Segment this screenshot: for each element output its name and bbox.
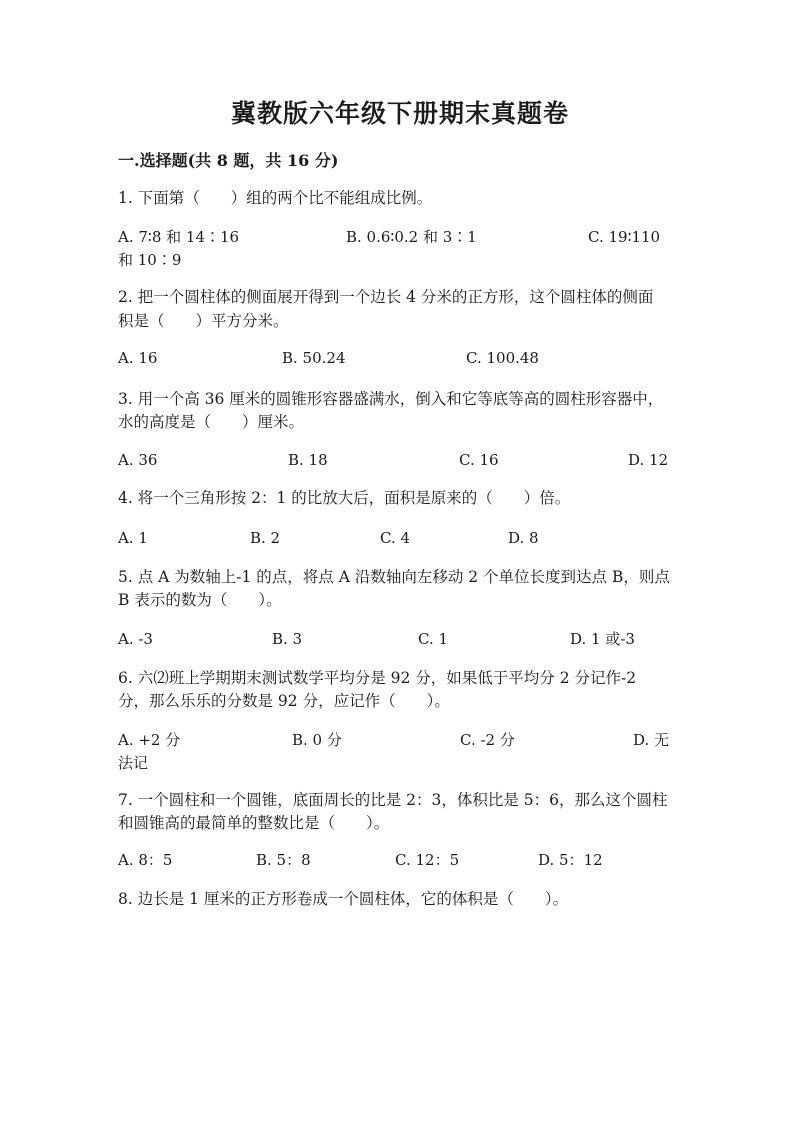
question-5-option-a[interactable]: A. -3 bbox=[118, 630, 153, 648]
question-4-option-c[interactable]: C. 4 bbox=[380, 529, 411, 547]
question-6-option-d[interactable]: D. 无 bbox=[633, 731, 670, 749]
question-5-text-line-2: B 表示的数为（ ）。 bbox=[118, 591, 282, 609]
question-2-text-line-1: 2. 把一个圆柱体的侧面展开得到一个边长 4 分米的正方形，这个圆柱体的侧面 bbox=[118, 288, 654, 306]
question-5-option-b[interactable]: B. 3 bbox=[272, 630, 303, 648]
question-5-text-line-1: 5. 点 A 为数轴上-1 的点，将点 A 沿数轴向左移动 2 个单位长度到达点 B，则点 bbox=[118, 568, 670, 586]
question-6-option-wrap: 法记 bbox=[118, 754, 149, 772]
question-7-text-line-2: 和圆锥高的最简单的整数比是（ ）。 bbox=[118, 814, 390, 832]
question-7-option-a[interactable]: A. 8：5 bbox=[118, 851, 173, 869]
question-7-option-c[interactable]: C. 12：5 bbox=[395, 851, 460, 869]
question-3-option-c[interactable]: C. 16 bbox=[459, 451, 499, 469]
question-3-option-a[interactable]: A. 36 bbox=[118, 451, 158, 469]
question-1-text: 1. 下面第（ ）组的两个比不能组成比例。 bbox=[118, 189, 433, 207]
question-3-option-b[interactable]: B. 18 bbox=[288, 451, 328, 469]
question-6-option-c[interactable]: C. -2 分 bbox=[460, 731, 515, 749]
question-4-option-b[interactable]: B. 2 bbox=[250, 529, 281, 547]
question-6-option-b[interactable]: B. 0 分 bbox=[292, 731, 342, 749]
question-7-option-b[interactable]: B. 5：8 bbox=[256, 851, 311, 869]
question-1-option-b[interactable]: B. 0.6∶0.2 和 3∶1 bbox=[346, 228, 477, 246]
question-4-option-a[interactable]: A. 1 bbox=[118, 529, 148, 547]
question-5-option-c[interactable]: C. 1 bbox=[418, 630, 449, 648]
question-3-option-d[interactable]: D. 12 bbox=[628, 451, 669, 469]
section-heading: 一.选择题(共 8 题，共 16 分) bbox=[118, 151, 339, 170]
question-4-option-d[interactable]: D. 8 bbox=[508, 529, 539, 547]
question-2-option-c[interactable]: C. 100.48 bbox=[466, 349, 539, 367]
question-2-option-b[interactable]: B. 50.24 bbox=[282, 349, 346, 367]
question-1-option-c[interactable]: C. 19∶110 bbox=[588, 228, 661, 246]
question-2-text-line-2: 积是（ ）平方分米。 bbox=[118, 312, 289, 330]
question-5-option-d[interactable]: D. 1 或-3 bbox=[570, 630, 635, 648]
question-2-option-a[interactable]: A. 16 bbox=[118, 349, 158, 367]
question-4-text: 4. 将一个三角形按 2：1 的比放大后，面积是原来的（ ）倍。 bbox=[118, 489, 571, 507]
question-8-text: 8. 边长是 1 厘米的正方形卷成一个圆柱体，它的体积是（ ）。 bbox=[118, 890, 569, 908]
question-6-option-a[interactable]: A. +2 分 bbox=[118, 731, 181, 749]
question-3-text-line-2: 水的高度是（ ）厘米。 bbox=[118, 413, 305, 431]
question-1-option-wrap: 和 10∶9 bbox=[118, 251, 182, 269]
page-title: 冀教版六年级下册期末真题卷 bbox=[230, 99, 569, 128]
question-1-option-a[interactable]: A. 7∶8 和 14∶16 bbox=[118, 228, 240, 246]
question-7-option-d[interactable]: D. 5：12 bbox=[538, 851, 603, 869]
question-7-text-line-1: 7. 一个圆柱和一个圆锥，底面周长的比是 2：3，体积比是 5：6，那么这个圆柱 bbox=[118, 791, 668, 809]
question-3-text-line-1: 3. 用一个高 36 厘米的圆锥形容器盛满水，倒入和它等底等高的圆柱形容器中， bbox=[118, 390, 664, 408]
question-6-text-line-1: 6. 六⑵班上学期期末测试数学平均分是 92 分，如果低于平均分 2 分记作-2 bbox=[118, 669, 637, 687]
question-6-text-line-2: 分，那么乐乐的分数是 92 分，应记作（ ）。 bbox=[118, 692, 450, 710]
